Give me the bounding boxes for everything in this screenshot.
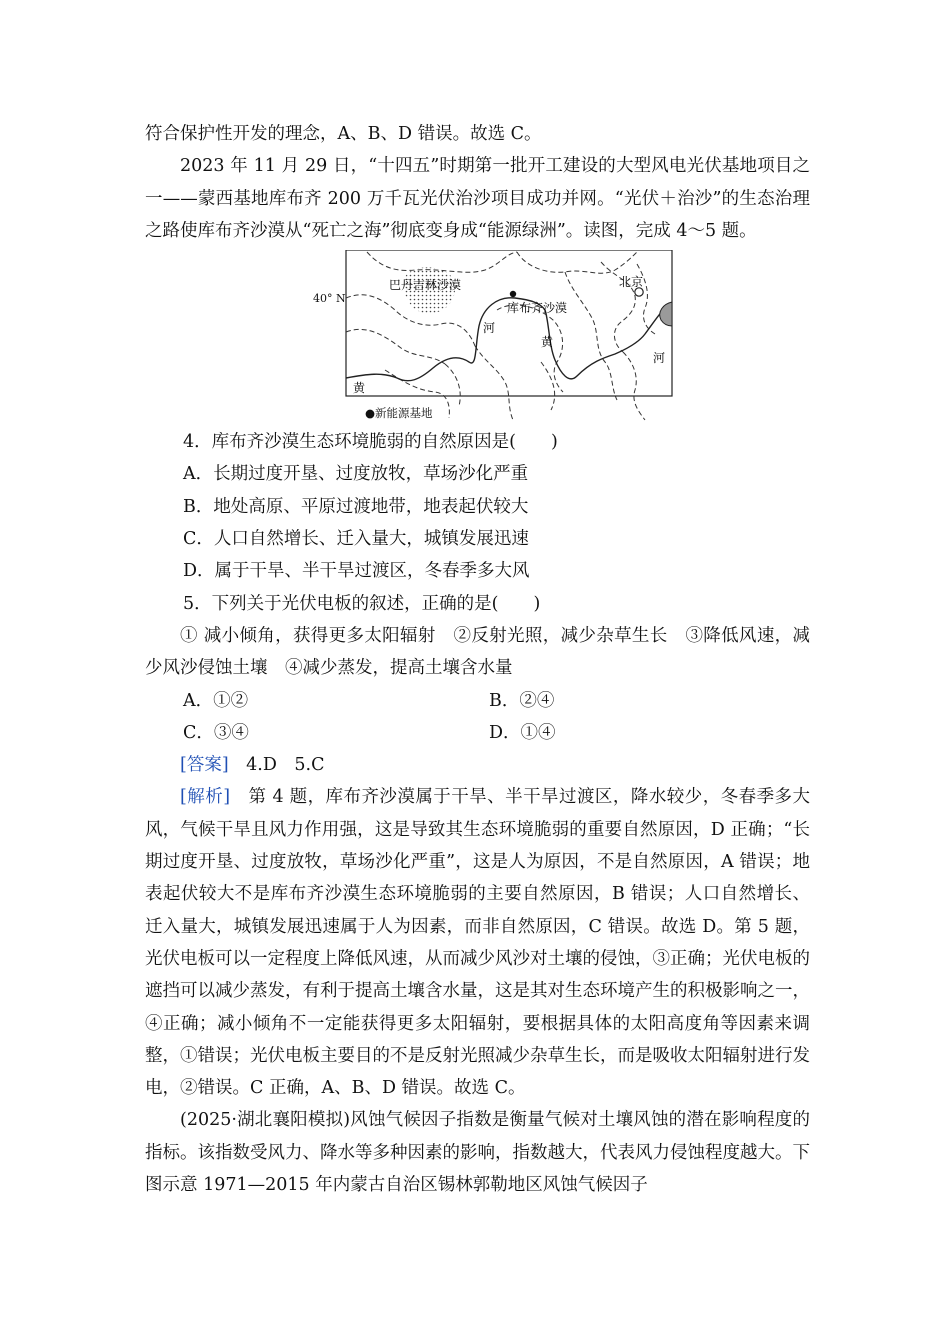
river-label-huang-1: 黄 (541, 335, 554, 350)
river-label-he-2: 河 (653, 351, 666, 366)
question-4-option-c: C．人口自然增长、迁入量大，城镇发展迅速 (183, 529, 529, 550)
coast-sea (660, 302, 672, 326)
question-4-stem: 4．库布齐沙漠生态环境脆弱的自然原因是( ) (183, 432, 558, 453)
next-intro-text: 风蚀气候因子指数是衡量气候对土壤风蚀的潜在影响程度的指标。该指数受风力、降水等多种因素的影响，指数越大，代表风力侵蚀程度越大。下图示意 1971—2015 年内蒙古自治区锡林郭勒地区风蚀气候因子 (145, 1110, 810, 1196)
legend-dot-icon: ● (365, 406, 376, 421)
river-label-huang-2: 黄 (353, 381, 366, 396)
document-page (145, 118, 810, 1201)
question-5-options-row-2 (145, 717, 810, 749)
question-4-option-a: A．长期过度开垦、过度放牧，草场沙化严重 (183, 464, 529, 485)
intro-paragraph: 2023 年 11 月 29 日，“十四五”时期第一批开工建设的大型风电光伏基地项目之一——蒙西基地库布齐 200 万千瓦光伏治沙项目成功并网。“光伏＋治沙”的生态治理之路使库布齐沙漠从“死亡之海”彻底变身成“能源绿洲”。读图，完成 4～5 题。 (145, 156, 810, 241)
badain-desert-label: 巴丹吉林沙漠 (389, 278, 462, 293)
map-drawing (145, 250, 810, 422)
question-5-option-c: C．③④ (183, 722, 249, 743)
next-question-intro (145, 1104, 810, 1201)
analysis-paragraph (145, 781, 810, 1104)
kubuqi-desert-label: 库布齐沙漠 (507, 301, 568, 316)
question-5-stem: 5．下列关于光伏电板的叙述，正确的是( ) (183, 593, 541, 614)
analysis-text: 第 4 题，库布齐沙漠属于干旱、半干旱过渡区，降水较少，冬春季多大风，气候干旱且风力作用强，这是导致其生态环境脆弱的重要自然原因，D 正确；“长期过度开垦、过度放牧，草场沙化严重”，这是人为原因，不是自然原因，A 错误；地表起伏较大不是库布齐沙漠生态环境脆弱的主要自然原因，B 错误；人口自然增长、迁入量大，城镇发展迅速属于人为因素，而非自然原因，C 错误。故选 D。第 5 题，光伏电板可以一定程度上降低风速，从而减少风沙对土壤的侵蚀，③正确；光伏电板的遮挡可以减少蒸发，有利于提高土壤含水量，这是其对生态环境产生的积极影响之一，④正确；减小倾角不一定能获得更多太阳辐射，要根据具体的太阳高度角等因素来调整，①错误；光伏电板主要目的不是反射光照减少杂草生长，而是吸收太阳辐射进行发电，②错误。C 正确，A、B、D 错误。故选 C。 (145, 787, 811, 1099)
map-legend (365, 405, 433, 421)
yellow-river (346, 298, 665, 381)
answer-line (145, 749, 810, 781)
answer-text: 4.D 5.C (228, 755, 325, 776)
question-5-option-d: D．①④ (489, 722, 556, 743)
map-frame (346, 250, 672, 396)
beijing-label: 北京 (619, 275, 644, 290)
question-5-option-a: A．①② (183, 690, 249, 711)
map-figure (145, 250, 810, 422)
beijing-marker (635, 288, 643, 296)
answer-tag: [答案] (180, 755, 229, 776)
energy-base-dot (510, 291, 516, 297)
source-label: (2025·湖北襄阳模拟) (180, 1110, 351, 1131)
question-4-option-d: D．属于干旱、半干旱过渡区，冬春季多大风 (183, 561, 530, 582)
latitude-label: 40° N (313, 292, 346, 306)
continued-line: 符合保护性开发的理念，A、B、D 错误。故选 C。 (145, 124, 542, 144)
question-5-options-row-1 (145, 685, 810, 717)
question-4-option-b: B．地处高原、平原过渡地带，地表起伏较大 (183, 496, 529, 517)
analysis-tag: [解析] (180, 787, 231, 808)
legend-text: 新能源基地 (375, 406, 433, 421)
question-5-items: ① 减小倾角，获得更多太阳辐射 ②反射光照，减少杂草生长 ③降低风速，减少风沙侵蚀土壤 ④减少蒸发，提高土壤含水量 (145, 625, 810, 679)
river-label-he-1: 河 (483, 321, 496, 336)
question-5-option-b: B．②④ (489, 690, 555, 711)
